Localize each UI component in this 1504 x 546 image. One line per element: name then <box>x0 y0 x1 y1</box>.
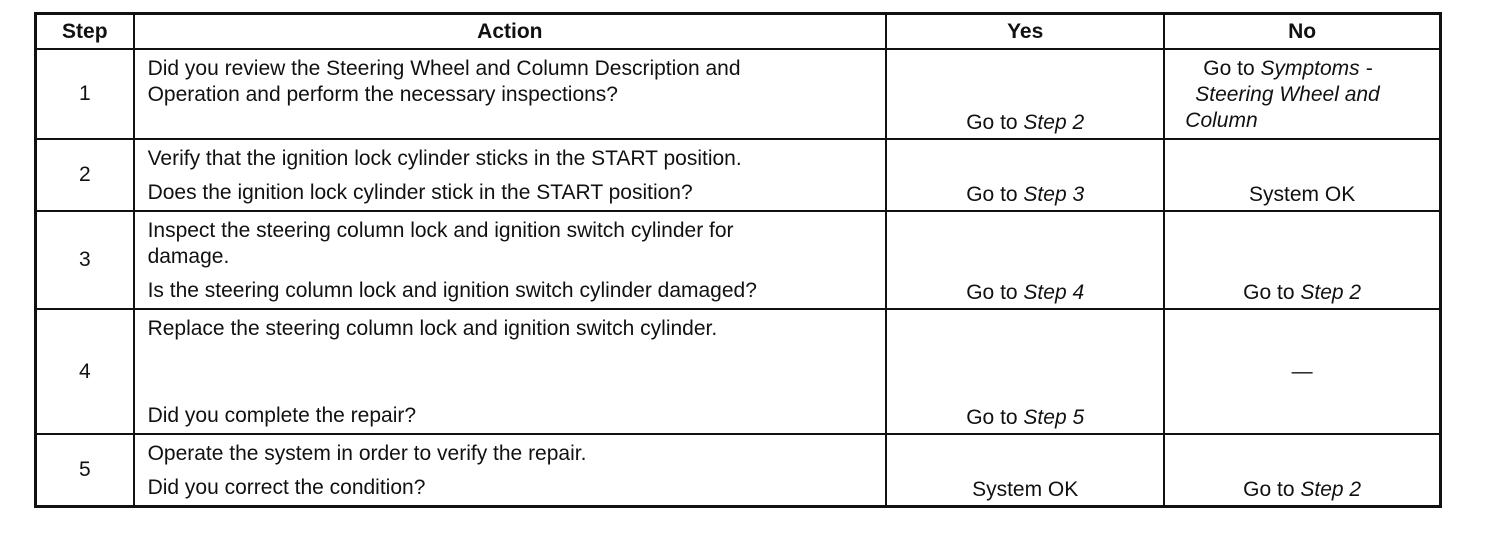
table-row <box>36 49 1441 139</box>
no-prefix: Go to <box>1243 478 1301 501</box>
diagnostic-table <box>34 12 1442 508</box>
table-row <box>36 211 1441 309</box>
action-text: Verify that the ignition lock cylinder sticks in the START position. <box>147 147 742 170</box>
yes-step-link[interactable]: Step 4 <box>1023 281 1085 304</box>
action-cell <box>134 49 887 139</box>
action-question: Is the steering column lock and ignition switch cylinder damaged? <box>147 279 757 302</box>
action-question: Did you complete the repair? <box>147 404 417 427</box>
yes-result-text: System OK <box>972 478 1079 501</box>
action-cell <box>134 309 887 434</box>
yes-prefix: Go to <box>966 183 1024 206</box>
no-line-1 <box>1185 56 1439 82</box>
no-cell <box>1164 49 1440 139</box>
no-cell <box>1164 211 1440 309</box>
yes-step-link[interactable]: Step 2 <box>1023 111 1085 134</box>
yes-cell <box>886 139 1164 211</box>
yes-step-link[interactable]: Step 3 <box>1023 183 1085 206</box>
action-text: Inspect the steering column lock and ignition switch cylinder for <box>147 219 734 242</box>
no-cell <box>1164 139 1440 211</box>
yes-cell <box>886 309 1164 434</box>
header-row <box>36 14 1441 50</box>
action-text: Replace the steering column lock and ignition switch cylinder. <box>147 317 718 340</box>
no-step-link[interactable]: Step 2 <box>1300 478 1362 501</box>
action-text: Operate the system in order to verify the repair. <box>147 442 587 465</box>
yes-prefix: Go to <box>966 281 1024 304</box>
yes-cell <box>886 49 1164 139</box>
no-cell <box>1164 434 1440 507</box>
action-question: Did you correct the condition? <box>147 476 426 499</box>
table-body <box>36 49 1441 507</box>
step-number: 4 <box>36 309 134 434</box>
step-number: 3 <box>36 211 134 309</box>
no-result-text: System OK <box>1249 183 1356 206</box>
step-number: 1 <box>36 49 134 139</box>
no-line-2[interactable]: Steering Wheel and <box>1195 83 1380 106</box>
table-row <box>36 139 1441 211</box>
no-step-link[interactable]: Step 2 <box>1300 281 1362 304</box>
table-row <box>36 309 1441 434</box>
yes-cell <box>886 211 1164 309</box>
no-prefix: Go to <box>1203 57 1261 80</box>
header-no: No <box>1164 14 1440 50</box>
header-yes: Yes <box>886 14 1164 50</box>
action-question: Does the ignition lock cylinder stick in the START position? <box>147 181 693 204</box>
header-action: Action <box>134 14 887 50</box>
action-cell <box>134 211 887 309</box>
action-question: Operation and perform the necessary inspections? <box>147 83 618 106</box>
step-number: 5 <box>36 434 134 507</box>
table-row <box>36 434 1441 507</box>
action-cell <box>134 139 887 211</box>
action-text: Did you review the Steering Wheel and Column Description and <box>147 57 741 80</box>
action-cell <box>134 434 887 507</box>
table-header <box>36 14 1441 50</box>
no-line-3[interactable]: Column <box>1185 109 1258 132</box>
action-text-continued: damage. <box>147 245 230 268</box>
no-prefix: Go to <box>1243 281 1301 304</box>
yes-step-link[interactable]: Step 5 <box>1023 406 1085 429</box>
yes-prefix: Go to <box>966 111 1024 134</box>
no-result-dash: — <box>1291 359 1313 383</box>
header-step: Step <box>36 14 134 50</box>
step-number: 2 <box>36 139 134 211</box>
no-cell <box>1164 309 1440 434</box>
no-symptoms-link[interactable]: Symptoms - <box>1260 57 1373 80</box>
yes-prefix: Go to <box>966 406 1024 429</box>
yes-cell <box>886 434 1164 507</box>
